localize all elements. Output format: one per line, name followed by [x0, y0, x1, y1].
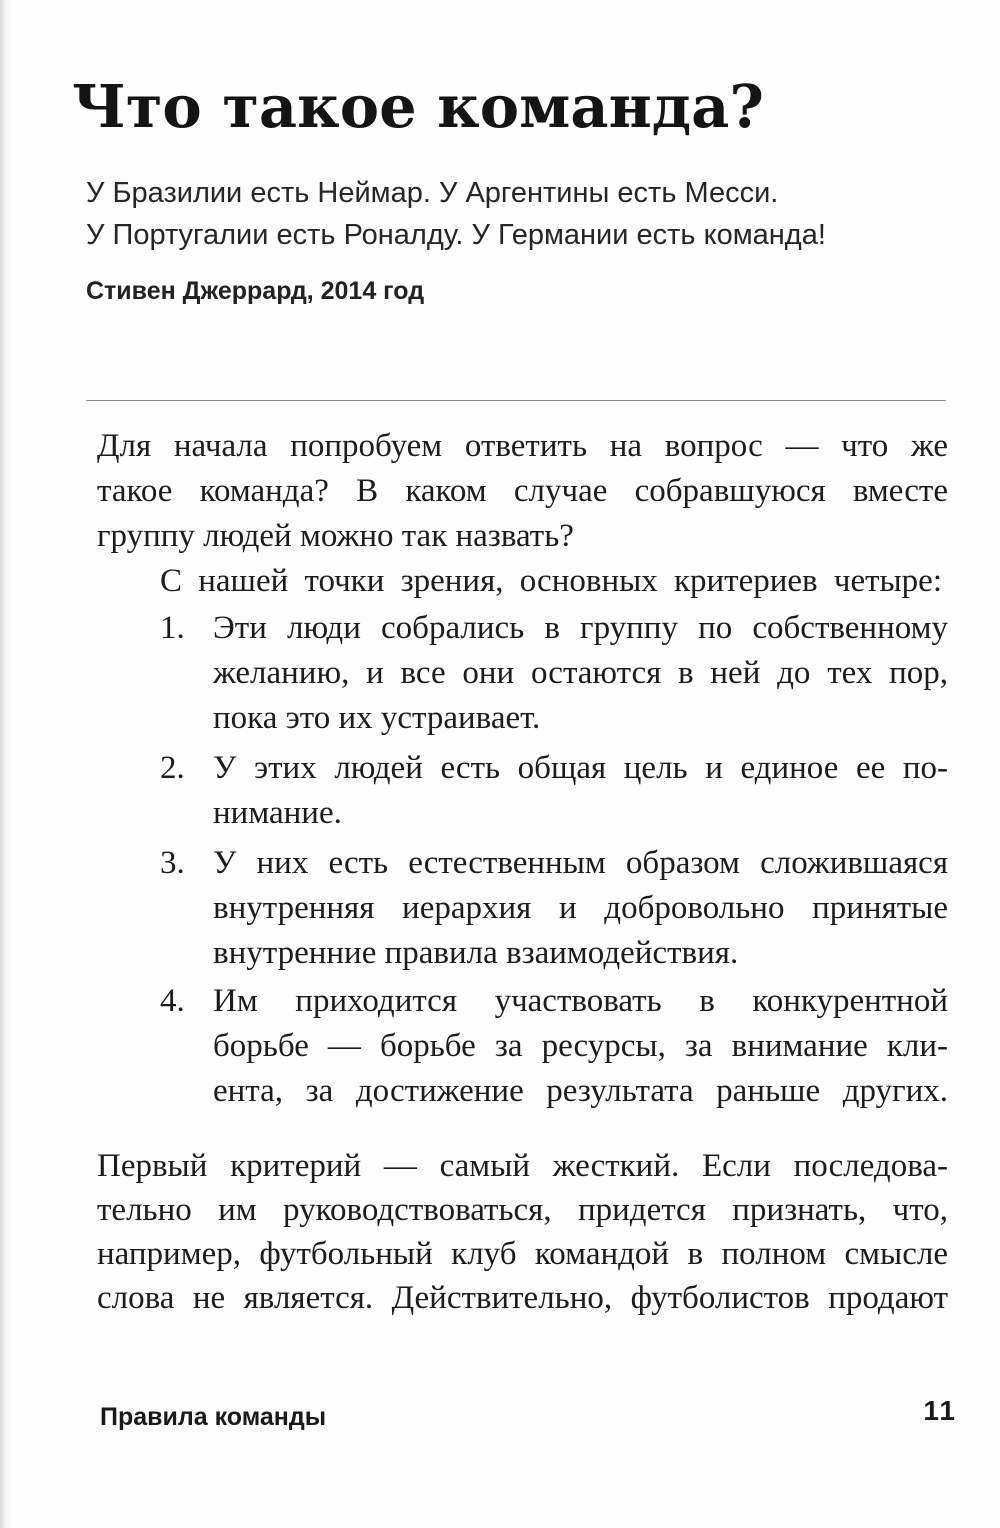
paragraph-intro: [97, 424, 948, 559]
epigraph-line: У Бразилии есть Неймар. У Аргентины есть Месси.: [86, 177, 779, 209]
text-line: Для начала попробуем ответить на вопрос — что же: [97, 428, 948, 464]
criteria-number: 2.: [160, 750, 185, 786]
body-text: [97, 424, 948, 1320]
criteria-item: [97, 841, 948, 976]
text-line: пока это их устраивает.: [213, 700, 541, 736]
criteria-lead: [97, 559, 948, 604]
criteria-item: [97, 606, 948, 741]
text-line: борьбе — борьбе за ресурсы, за внимание кли-: [213, 1028, 948, 1064]
criteria-text: [213, 606, 948, 741]
text-line: У этих людей есть общая цель и единое ее по-: [213, 750, 948, 786]
criteria-number: 4.: [160, 983, 185, 1019]
text-line: С нашей точки зрения, основных критериев четыре:: [160, 563, 942, 599]
criteria-text: [213, 841, 948, 976]
text-line: нимание.: [213, 795, 342, 831]
running-title: Правила команды: [100, 1403, 327, 1431]
epigraph-attribution: Стивен Джеррард, 2014 год: [86, 277, 425, 305]
criteria-text: [213, 979, 948, 1114]
text-line: Первый критерий — самый жесткий. Если последова-: [97, 1148, 948, 1184]
text-line: У них есть естественным образом сложившаяся: [213, 845, 948, 881]
criteria-number: 3.: [160, 845, 185, 881]
chapter-title: Что такое команда?: [72, 72, 764, 141]
criteria-item: [97, 979, 948, 1114]
epigraph-line: У Португалии есть Роналду. У Германии есть команда!: [86, 219, 826, 251]
text-line: такое команда? В каком случае собравшуюся вместе: [97, 473, 948, 509]
epigraph: [86, 172, 946, 256]
paragraph-closing: [97, 1144, 948, 1320]
text-line: внутренние правила взаимодействия.: [213, 935, 739, 971]
text-line: слова не является. Действительно, футболистов продают: [97, 1280, 948, 1316]
page-number: 11: [923, 1395, 957, 1426]
divider-rule: [86, 400, 946, 401]
criteria-item: [97, 746, 948, 836]
text-line: например, футбольный клуб командой в полном смысле: [97, 1236, 948, 1272]
criteria-number: 1.: [160, 610, 185, 646]
text-line: внутренняя иерархия и добровольно принятые: [213, 890, 948, 926]
criteria-text: [213, 746, 948, 836]
text-line: ента, за достижение результата раньше других.: [213, 1073, 948, 1109]
text-line: группу людей можно так назвать?: [97, 518, 574, 554]
criteria-list: [97, 606, 948, 1114]
text-line: желанию, и все они остаются в ней до тех пор,: [213, 655, 948, 691]
text-line: Эти люди собрались в группу по собственному: [213, 610, 948, 646]
text-line: тельно им руководствоваться, придется признать, что,: [97, 1192, 948, 1228]
text-line: Им приходится участвовать в конкурентной: [213, 983, 948, 1019]
